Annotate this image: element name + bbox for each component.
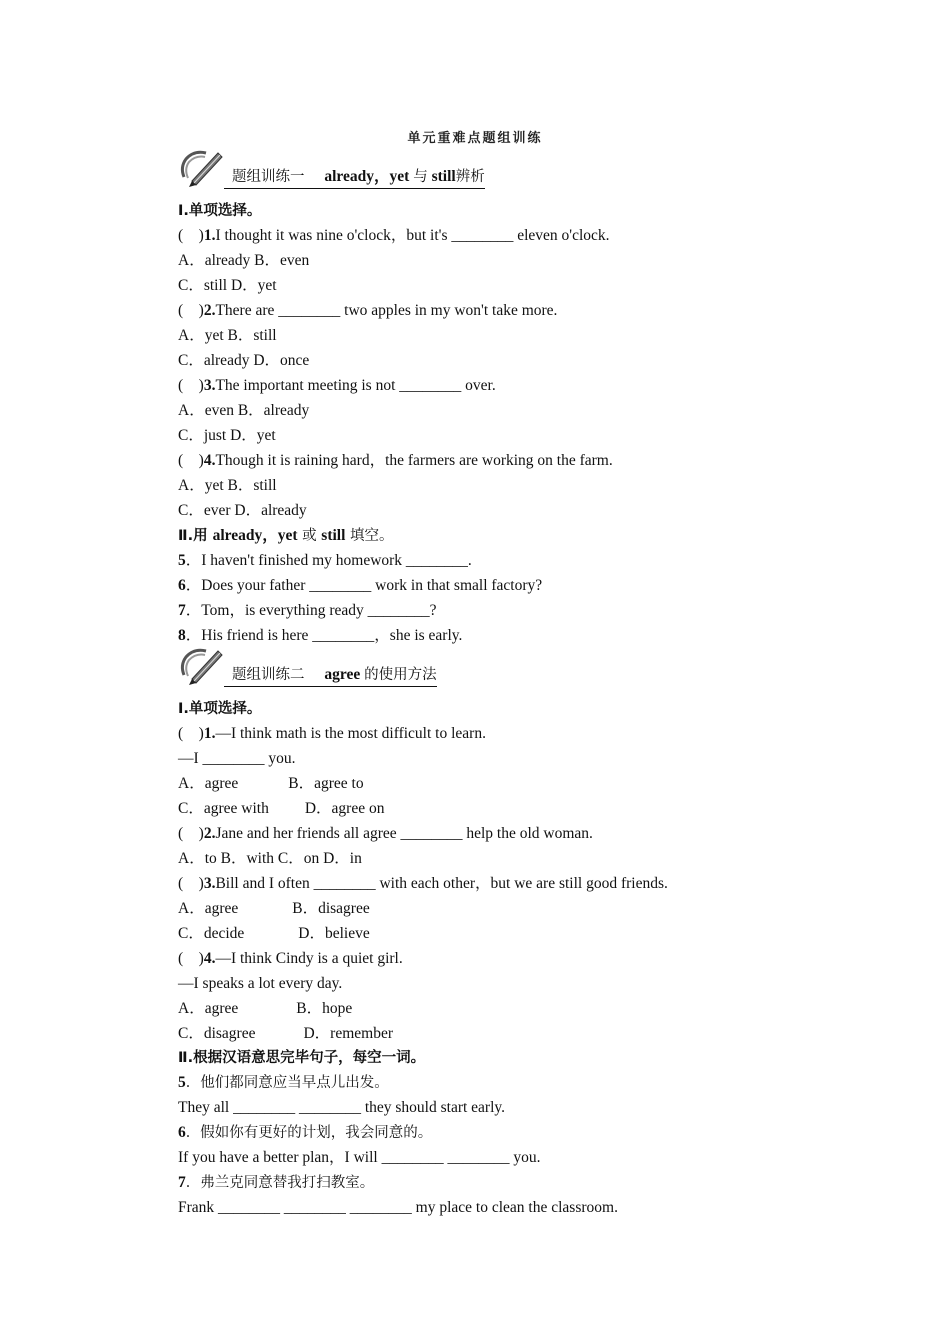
group2-label: 题组训练二: [232, 667, 305, 683]
question-text: ．Does your father ________ work in that small factory?: [185, 577, 543, 594]
group1-topic-end: 辨析: [455, 169, 485, 185]
question-text: ．I haven't finished my homework ________.: [185, 552, 472, 569]
chinese-prompt: ．假如你有更好的计划，我会同意的。: [185, 1125, 433, 1141]
answer-paren[interactable]: ( ): [178, 377, 204, 394]
group2-topic-agree: agree: [324, 666, 361, 683]
option-d: D．remember: [303, 1025, 394, 1042]
g2-trans-7-cn: [178, 1173, 374, 1193]
question-text: Though it is raining hard，the farmers are working on the farm.: [215, 452, 613, 469]
question-number: 7: [178, 1174, 186, 1191]
question-number: 5: [178, 552, 186, 569]
g1-question-4: [178, 451, 613, 471]
section-title: .单项选择。: [183, 701, 262, 717]
g1-q4-options-ab: A．yet B．still: [178, 477, 277, 494]
option-d: D．believe: [298, 925, 370, 942]
g2-q4-reply: —I speaks a lot every day.: [178, 975, 343, 992]
g1-q2-options-cd: C．already D．once: [178, 352, 310, 369]
question-text: There are ________ two apples in my won't take more.: [215, 302, 558, 319]
option-c: C．decide: [178, 925, 245, 942]
question-text: —I think math is the most difficult to learn.: [215, 725, 486, 742]
g2-trans-5-en: They all ________ ________ they should start early.: [178, 1099, 506, 1116]
section-post: 填空。: [345, 528, 394, 544]
option-c: C．disagree: [178, 1025, 256, 1042]
option-c: C．agree with: [178, 800, 269, 817]
group1-header: [178, 147, 678, 191]
group2-topic-end: 的使用方法: [364, 667, 437, 683]
group1-label: 题组训练一: [232, 169, 305, 185]
group1-title: [224, 167, 485, 189]
g1-fill-8: [178, 626, 462, 646]
pencil-icon: [178, 147, 224, 187]
chinese-prompt: ．弗兰克同意替我打扫教室。: [185, 1175, 375, 1191]
option-a: A．agree: [178, 775, 239, 792]
answer-paren[interactable]: ( ): [178, 452, 204, 469]
group1-topic-already-yet: already，yet: [324, 168, 410, 185]
roman-numeral: Ⅱ: [178, 1050, 188, 1066]
g1-q3-options-ab: A．even B．already: [178, 402, 310, 419]
g1-fill-6: [178, 576, 542, 596]
question-number: 1.: [203, 725, 216, 742]
section-mid: 或: [297, 528, 322, 544]
g1-question-2: [178, 301, 557, 321]
question-number: 3.: [203, 875, 216, 892]
g1-question-1: [178, 226, 610, 246]
g2-q4-options-cd: [178, 1024, 393, 1044]
answer-paren[interactable]: ( ): [178, 875, 204, 892]
answer-paren[interactable]: ( ): [178, 302, 204, 319]
section-keyword: already，yet: [212, 527, 298, 544]
group1-section1-heading: [178, 201, 261, 221]
question-number: 4.: [203, 452, 216, 469]
question-number: 6: [178, 1124, 186, 1141]
group2-header: [178, 645, 678, 689]
section-title: .根据汉语意思完毕句子，每空一词。: [187, 1050, 426, 1066]
roman-numeral: Ⅰ: [178, 203, 184, 219]
section-keyword: still: [321, 527, 346, 544]
question-number: 4.: [203, 950, 216, 967]
section-title: .单项选择。: [183, 203, 262, 219]
question-number: 6: [178, 577, 186, 594]
question-text: The important meeting is not ________ over.: [215, 377, 496, 394]
answer-paren[interactable]: ( ): [178, 725, 204, 742]
g2-trans-7-en: Frank ________ ________ ________ my place to clean the classroom.: [178, 1199, 618, 1216]
option-b: B．disagree: [292, 900, 370, 917]
g2-trans-5-cn: [178, 1073, 389, 1093]
question-number: 2.: [203, 302, 216, 319]
option-a: A．agree: [178, 1000, 239, 1017]
chinese-prompt: ．他们都同意应当早点儿出发。: [185, 1075, 389, 1091]
group1-topic-and: 与: [413, 169, 428, 185]
g2-q4-options-ab: [178, 999, 352, 1019]
g2-q1-options-ab: [178, 774, 364, 794]
option-a: A．agree: [178, 900, 239, 917]
g2-question-3: [178, 874, 668, 894]
group2-title: [224, 665, 437, 687]
g2-trans-6-en: If you have a better plan，I will ________ ________ you.: [178, 1149, 541, 1166]
question-number: 3.: [203, 377, 216, 394]
g1-q1-options-ab: A．already B．even: [178, 252, 310, 269]
group1-section2-heading: [178, 526, 394, 546]
g2-trans-6-cn: [178, 1123, 432, 1143]
g1-question-3: [178, 376, 496, 396]
g2-q3-options-ab: [178, 899, 370, 919]
question-number: 1.: [203, 227, 216, 244]
question-number: 2.: [203, 825, 216, 842]
g2-question-4: [178, 949, 403, 969]
pencil-icon: [178, 645, 224, 685]
answer-paren[interactable]: ( ): [178, 825, 204, 842]
g1-q1-options-cd: C．still D．yet: [178, 277, 277, 294]
g2-question-2: [178, 824, 593, 844]
question-text: ．Tom，is everything ready ________?: [185, 602, 437, 619]
answer-paren[interactable]: ( ): [178, 950, 204, 967]
question-number: 5: [178, 1074, 186, 1091]
section-pre: .用: [187, 528, 213, 544]
question-text: Bill and I often ________ with each other，but we are still good friends.: [215, 875, 668, 892]
g1-fill-7: [178, 601, 437, 621]
g2-q1-reply: —I ________ you.: [178, 750, 296, 767]
g1-q3-options-cd: C．just D．yet: [178, 427, 276, 444]
question-text: —I think Cindy is a quiet girl.: [215, 950, 403, 967]
question-text: I thought it was nine o'clock，but it's ________ eleven o'clock.: [215, 227, 610, 244]
page-title: 单元重难点题组训练: [407, 131, 543, 146]
g1-q4-options-cd: C．ever D．already: [178, 502, 307, 519]
option-b: B．agree to: [288, 775, 364, 792]
roman-numeral: Ⅱ: [178, 528, 188, 544]
question-text: Jane and her friends all agree ________ help the old woman.: [215, 825, 593, 842]
g2-q2-options: A．to B．with C．on D．in: [178, 850, 362, 867]
option-d: D．agree on: [304, 800, 385, 817]
question-text: ．His friend is here ________，she is early.: [185, 627, 463, 644]
g2-question-1: [178, 724, 486, 744]
question-number: 8: [178, 627, 186, 644]
roman-numeral: Ⅰ: [178, 701, 184, 717]
group2-section2-heading: [178, 1048, 425, 1068]
g2-q1-options-cd: [178, 799, 384, 819]
group2-section1-heading: [178, 699, 261, 719]
option-b: B．hope: [296, 1000, 353, 1017]
g2-q3-options-cd: [178, 924, 370, 944]
group1-topic-still: still: [431, 168, 456, 185]
answer-paren[interactable]: ( ): [178, 227, 204, 244]
question-number: 7: [178, 602, 186, 619]
g1-q2-options-ab: A．yet B．still: [178, 327, 277, 344]
g1-fill-5: [178, 551, 472, 571]
